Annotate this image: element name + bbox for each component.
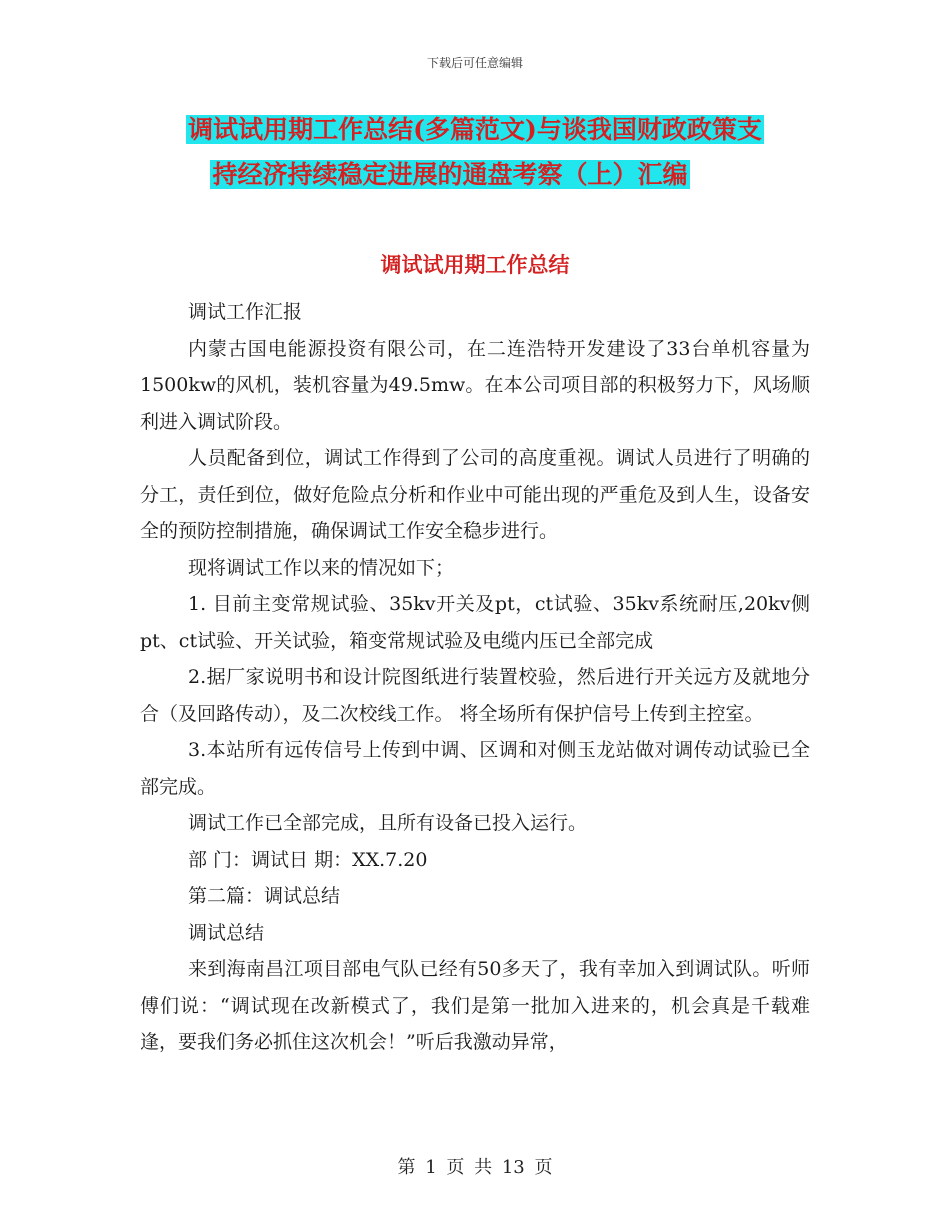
paragraph: 3.本站所有远传信号上传到中调、区调和对侧玉龙站做对调传动试验已全部完成。	[140, 739, 810, 798]
paragraph: 调试工作已全部完成，且所有设备已投入运行。	[188, 812, 588, 834]
section-title: 调试试用期工作总结	[380, 252, 570, 277]
header-note: 下载后可任意编辑	[426, 56, 523, 70]
paragraph: 来到海南昌江项目部电气队已经有50多天了，我有幸加入到调试队。听师傅们说：“调试现在改新模式了，我们是第一批加入进来的，机会真是千载难逢，要我们务必抓住这次机会！”听后我激动异常，	[140, 958, 810, 1053]
paragraph: 调试总结	[188, 921, 265, 944]
document-title-line-1	[140, 112, 810, 148]
title-highlight-2: 持经济持续稳定进展的通盘考察（上）汇编	[212, 160, 688, 189]
paragraph: 人员配备到位，调试工作得到了公司的高度重视。调试人员进行了明确的分工，责任到位，做好危险点分析和作业中可能出现的严重危及到人生，设备安全的预防控制措施，确保调试工作安全稳步进行。	[140, 447, 810, 542]
paragraph: 第二篇：调试总结	[188, 885, 341, 907]
title-highlight-1: 调试试用期工作总结(多篇范文)与谈我国财政政策支	[188, 115, 762, 144]
paragraph: 部 门：调试日 期：XX.7.20	[188, 848, 428, 871]
paragraph: 内蒙古国电能源投资有限公司，在二连浩特开发建设了33台单机容量为1500kw的风机，装机容量为49.5mw。在本公司项目部的积极努力下，风场顺利进入调试阶段。	[140, 337, 810, 433]
paragraph: 现将调试工作以来的情况如下；	[188, 556, 455, 579]
document-body	[140, 294, 810, 1061]
paragraph: 1. 目前主变常规试验、35kv开关及pt，ct试验、35kv系统耐压,20kv侧pt、ct试验、开关试验，箱变常规试验及电缆内压已全部完成	[140, 593, 810, 652]
paragraph: 2.据厂家说明书和设计院图纸进行装置校验，然后进行开关远方及就地分合（及回路传动），及二次校线工作。 将全场所有保护信号上传到主控室。	[140, 666, 810, 725]
paragraph: 调试工作汇报	[188, 301, 303, 323]
document-title-line-2	[140, 157, 760, 193]
page-number-footer: 第 1 页 共 13 页	[397, 1157, 553, 1178]
